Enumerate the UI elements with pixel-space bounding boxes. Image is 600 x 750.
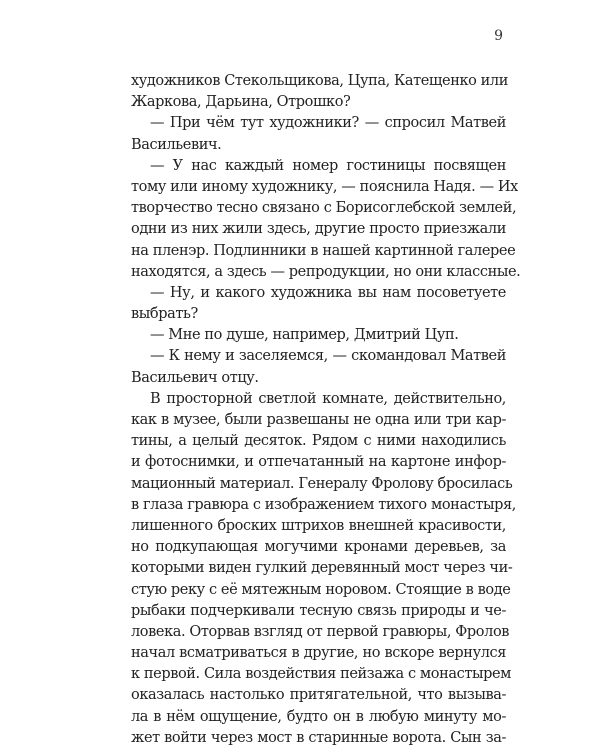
text-line: на пленэр. Подлинники в нашей картинной галерее bbox=[131, 242, 516, 259]
text-line: творчество тесно связано с Борисоглебской землей, bbox=[131, 200, 517, 217]
text-line: ловека. Оторвав взгляд от первой гравюры, Фролов bbox=[131, 623, 510, 640]
text-line: — К нему и заселяемся, — скомандовал Матвей bbox=[150, 348, 506, 365]
text-line: оказалась настолько притягательной, что вызыва- bbox=[131, 687, 506, 704]
text-line: рыбаки подчеркивали тесную связь природы и че- bbox=[131, 602, 506, 619]
text-line: и фотоснимки, и отпечатанный на картоне инфор- bbox=[131, 454, 506, 471]
text-line: находятся, а здесь — репродукции, но они классные. bbox=[131, 263, 521, 280]
text-line: — У нас каждый номер гостиницы посвящен bbox=[150, 157, 506, 174]
text-line: В просторной светлой комнате, действительно, bbox=[150, 390, 506, 407]
page-number: 9 bbox=[494, 28, 503, 44]
text-line: ла в нём ощущение, будто он в любую минуту мо- bbox=[131, 708, 506, 725]
text-line: — Ну, и какого художника вы нам посоветуете bbox=[150, 284, 506, 301]
text-line: Васильевич. bbox=[131, 136, 222, 153]
text-line: как в музее, были развешаны не одна или три кар- bbox=[131, 412, 506, 428]
text-line: начал всматриваться в другие, но вскоре вернулся bbox=[131, 645, 506, 662]
text-line: Жаркова, Дарьина, Отрошко? bbox=[131, 94, 351, 111]
text-line: лишенного броских штрихов внешней красивости, bbox=[131, 517, 506, 534]
text-line: — При чём тут художники? — спросил Матвей bbox=[150, 115, 506, 132]
text-line: мационный материал. Генералу Фролову бросилась bbox=[131, 475, 513, 492]
text-line: в глаза гравюра с изображением тихого монастыря, bbox=[131, 496, 517, 513]
text-line: которыми виден гулкий деревянный мост через чи- bbox=[131, 560, 513, 577]
text-line: — Мне по душе, например, Дмитрий Цуп. bbox=[150, 327, 459, 344]
body-text bbox=[131, 71, 521, 749]
text-line: тины, а целый десяток. Рядом с ними находились bbox=[131, 433, 506, 450]
text-line: жет войти через мост в старинные ворота. Сын за- bbox=[131, 729, 506, 746]
text-line: но подкупающая могучими кронами деревьев, за bbox=[131, 539, 506, 556]
text-line: Васильевич отцу. bbox=[131, 369, 259, 386]
text-line: художников Стекольщикова, Цупа, Катещенко или bbox=[131, 73, 508, 89]
text-line: тому или иному художнику, — пояснила Надя. — Их bbox=[131, 178, 518, 195]
text-line: одни из них жили здесь, другие просто приезжали bbox=[131, 221, 506, 238]
text-line: стую реку с её мятежным норовом. Стоящие в воде bbox=[131, 581, 511, 598]
text-line: выбрать? bbox=[131, 306, 198, 323]
text-line: к первой. Сила воздействия пейзажа с монастырем bbox=[131, 666, 512, 683]
